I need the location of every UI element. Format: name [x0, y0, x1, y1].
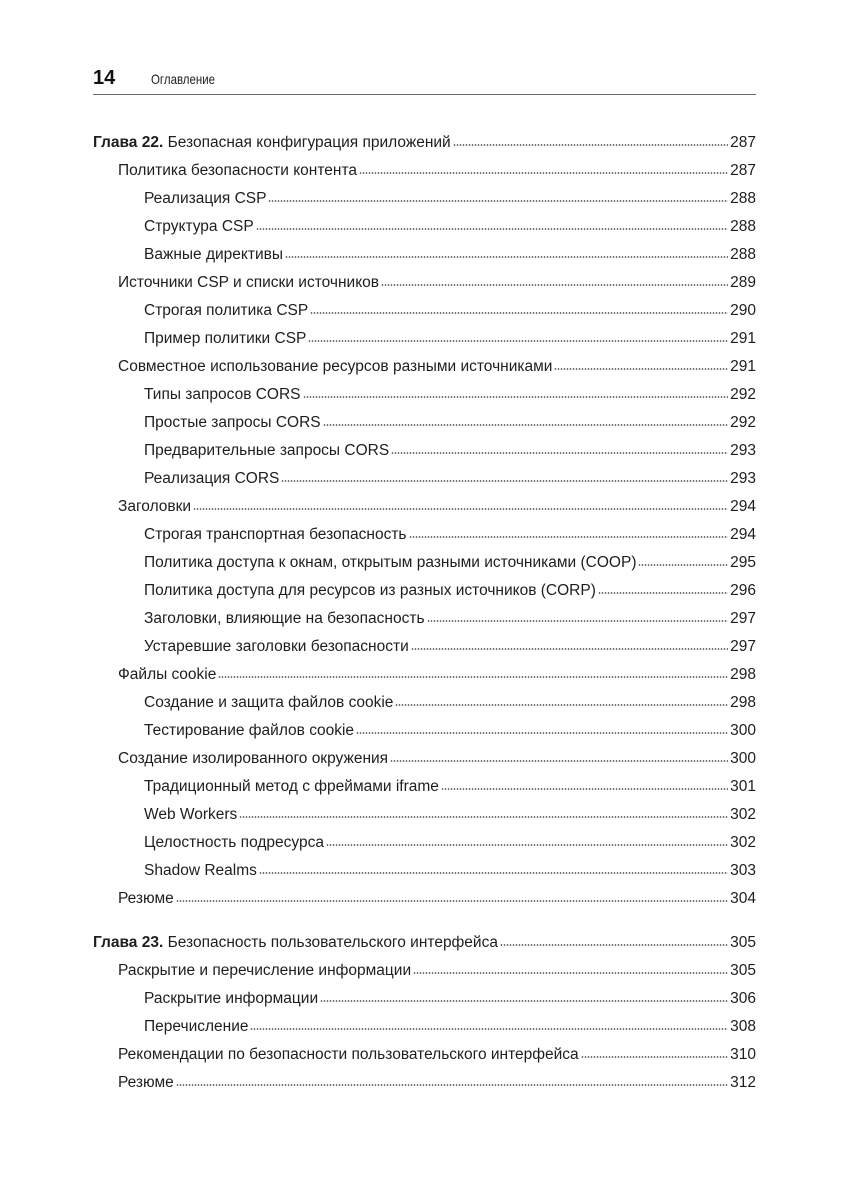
- toc-subsection[interactable]: [93, 857, 756, 885]
- leader-dots: [250, 1028, 728, 1030]
- toc-page-number: 288: [730, 218, 756, 235]
- toc-page-number: 287: [730, 162, 756, 179]
- toc-page-number: 300: [730, 722, 756, 739]
- toc-page-number: 306: [730, 990, 756, 1007]
- leader-dots: [281, 480, 728, 482]
- toc-subsection[interactable]: [93, 213, 756, 241]
- toc-entry-title: Структура CSP: [144, 218, 254, 235]
- toc-subsection[interactable]: [93, 521, 756, 549]
- toc-page-number: 292: [730, 414, 756, 431]
- toc-page-number: 312: [730, 1074, 756, 1091]
- toc-entry-title: Раскрытие и перечисление информации: [118, 962, 412, 979]
- leader-dots: [323, 424, 728, 426]
- toc-entry-title: Web Workers: [144, 806, 238, 823]
- toc-entry-title: Пример политики CSP: [144, 330, 307, 347]
- toc-subsection[interactable]: [93, 801, 756, 829]
- toc-subsection[interactable]: [93, 437, 756, 465]
- toc-page-number: 298: [730, 666, 756, 683]
- toc-page-number: 300: [730, 750, 756, 767]
- toc-page-number: 297: [730, 610, 756, 627]
- toc-entry-title: Файлы cookie: [118, 666, 217, 683]
- leader-dots: [500, 944, 728, 946]
- toc-entry-title: Политика доступа к окнам, открытым разными источниками (COOP): [144, 554, 637, 571]
- toc-section[interactable]: [93, 1069, 756, 1097]
- leader-dots: [409, 536, 729, 538]
- leader-dots: [285, 256, 728, 258]
- chapter-label: Глава 22.: [93, 134, 164, 151]
- toc-page-number: 296: [730, 582, 756, 599]
- toc-entry-title: Источники CSP и списки источников: [118, 274, 380, 291]
- leader-dots: [176, 900, 728, 902]
- toc-entry-title: Создание изолированного окружения: [118, 750, 389, 767]
- toc-page-number: 298: [730, 694, 756, 711]
- toc-page-number: 305: [730, 962, 756, 979]
- toc-entry-title: Традиционный метод с фреймами iframe: [144, 778, 439, 795]
- toc-subsection[interactable]: [93, 409, 756, 437]
- toc-entry-title: Резюме: [118, 1074, 174, 1091]
- toc-page-number: 303: [730, 862, 756, 879]
- toc-subsection[interactable]: [93, 829, 756, 857]
- toc-page-number: 293: [730, 442, 756, 459]
- leader-dots: [326, 844, 728, 846]
- toc-entry-title: [93, 929, 498, 957]
- toc-section[interactable]: [93, 269, 756, 297]
- leader-dots: [554, 368, 728, 370]
- toc-entry-title: Строгая транспортная безопасность: [144, 526, 407, 543]
- toc-chapter-22[interactable]: [93, 129, 756, 157]
- toc-section[interactable]: [93, 1041, 756, 1069]
- toc-page-number: 308: [730, 1018, 756, 1035]
- toc-section[interactable]: [93, 885, 756, 913]
- toc-page-number: 291: [730, 358, 756, 375]
- toc-page-number: 302: [730, 834, 756, 851]
- chapter-title: Безопасная конфигурация приложений: [167, 134, 451, 151]
- toc-subsection[interactable]: [93, 773, 756, 801]
- toc-entry-title: Реализация CSP: [144, 190, 267, 207]
- leader-dots: [176, 1084, 728, 1086]
- toc-page-number: 302: [730, 806, 756, 823]
- toc-subsection[interactable]: [93, 465, 756, 493]
- toc-entry-title: Строгая политика CSP: [144, 302, 309, 319]
- toc-entry-title: Shadow Realms: [144, 862, 257, 879]
- toc-section[interactable]: [93, 493, 756, 521]
- leader-dots: [427, 620, 729, 622]
- leader-dots: [381, 284, 728, 286]
- leader-dots: [303, 396, 729, 398]
- toc-page-number: 289: [730, 274, 756, 291]
- toc-entry-title: [93, 129, 451, 157]
- leader-dots: [239, 816, 728, 818]
- toc-page-number: 287: [730, 134, 756, 151]
- leader-dots: [581, 1056, 728, 1058]
- leader-dots: [391, 452, 728, 454]
- toc-page-number: 295: [730, 554, 756, 571]
- toc-section[interactable]: [93, 661, 756, 689]
- toc-chapter-23[interactable]: [93, 929, 756, 957]
- leader-dots: [411, 648, 728, 650]
- leader-dots: [259, 872, 728, 874]
- toc-subsection[interactable]: [93, 577, 756, 605]
- table-of-contents: [93, 129, 756, 1097]
- toc-page-number: 290: [730, 302, 756, 319]
- leader-dots: [598, 592, 728, 594]
- toc-entry-title: Резюме: [118, 890, 174, 907]
- toc-subsection[interactable]: [93, 689, 756, 717]
- toc-section[interactable]: [93, 157, 756, 185]
- toc-page-number: 291: [730, 330, 756, 347]
- chapter-title: Безопасность пользовательского интерфейса: [167, 934, 498, 951]
- toc-entry-title: Политика безопасности контента: [118, 162, 358, 179]
- toc-subsection[interactable]: [93, 381, 756, 409]
- toc-entry-title: Раскрытие информации: [144, 990, 319, 1007]
- toc-entry-title: Совместное использование ресурсов разными источниками: [118, 358, 553, 375]
- toc-entry-title: Типы запросов CORS: [144, 386, 301, 403]
- toc-subsection[interactable]: [93, 633, 756, 661]
- toc-entry-title: Рекомендации по безопасности пользовательского интерфейса: [118, 1046, 579, 1063]
- toc-entry-title: Перечисление: [144, 1018, 249, 1035]
- toc-page-number: 293: [730, 470, 756, 487]
- toc-page-number: 305: [730, 934, 756, 951]
- running-header: [93, 64, 756, 95]
- toc-entry-title: Важные директивы: [144, 246, 283, 263]
- toc-entry-title: Целостность подресурса: [144, 834, 324, 851]
- leader-dots: [638, 564, 728, 566]
- toc-entry-title: Устаревшие заголовки безопасности: [144, 638, 409, 655]
- toc-page-number: 288: [730, 246, 756, 263]
- toc-subsection[interactable]: [93, 717, 756, 745]
- leader-dots: [441, 788, 728, 790]
- toc-subsection[interactable]: [93, 325, 756, 353]
- toc-page-number: 297: [730, 638, 756, 655]
- toc-subsection[interactable]: [93, 985, 756, 1013]
- toc-entry-title: Предварительные запросы CORS: [144, 442, 390, 459]
- leader-dots: [359, 172, 728, 174]
- toc-entry-title: Реализация CORS: [144, 470, 280, 487]
- toc-page-number: 301: [730, 778, 756, 795]
- toc-entry-title: Заголовки: [118, 498, 192, 515]
- leader-dots: [308, 340, 728, 342]
- toc-subsection[interactable]: [93, 185, 756, 213]
- running-title: Оглавление: [151, 71, 216, 87]
- toc-entry-title: Создание и защита файлов cookie: [144, 694, 394, 711]
- toc-subsection[interactable]: [93, 549, 756, 577]
- toc-entry-title: Простые запросы CORS: [144, 414, 321, 431]
- leader-dots: [453, 144, 728, 146]
- toc-section[interactable]: [93, 353, 756, 381]
- toc-page-number: 294: [730, 526, 756, 543]
- toc-subsection[interactable]: [93, 1013, 756, 1041]
- toc-entry-title: Заголовки, влияющие на безопасность: [144, 610, 425, 627]
- toc-subsection[interactable]: [93, 297, 756, 325]
- leader-dots: [310, 312, 728, 314]
- leader-dots: [268, 200, 728, 202]
- chapter-label: Глава 23.: [93, 934, 164, 951]
- leader-dots: [413, 972, 728, 974]
- leader-dots: [320, 1000, 728, 1002]
- leader-dots: [390, 760, 728, 762]
- toc-section[interactable]: [93, 957, 756, 985]
- toc-page-number: 294: [730, 498, 756, 515]
- leader-dots: [218, 676, 728, 678]
- toc-page-number: 304: [730, 890, 756, 907]
- toc-page-number: 288: [730, 190, 756, 207]
- leader-dots: [395, 704, 728, 706]
- toc-subsection[interactable]: [93, 241, 756, 269]
- toc-entry-title: Политика доступа для ресурсов из разных источников (CORP): [144, 582, 596, 599]
- page-number: 14: [93, 67, 116, 89]
- toc-subsection[interactable]: [93, 605, 756, 633]
- leader-dots: [356, 732, 728, 734]
- leader-dots: [193, 508, 728, 510]
- toc-page-number: 310: [730, 1046, 756, 1063]
- toc-section[interactable]: [93, 745, 756, 773]
- toc-page-number: 292: [730, 386, 756, 403]
- toc-entry-title: Тестирование файлов cookie: [144, 722, 355, 739]
- leader-dots: [256, 228, 728, 230]
